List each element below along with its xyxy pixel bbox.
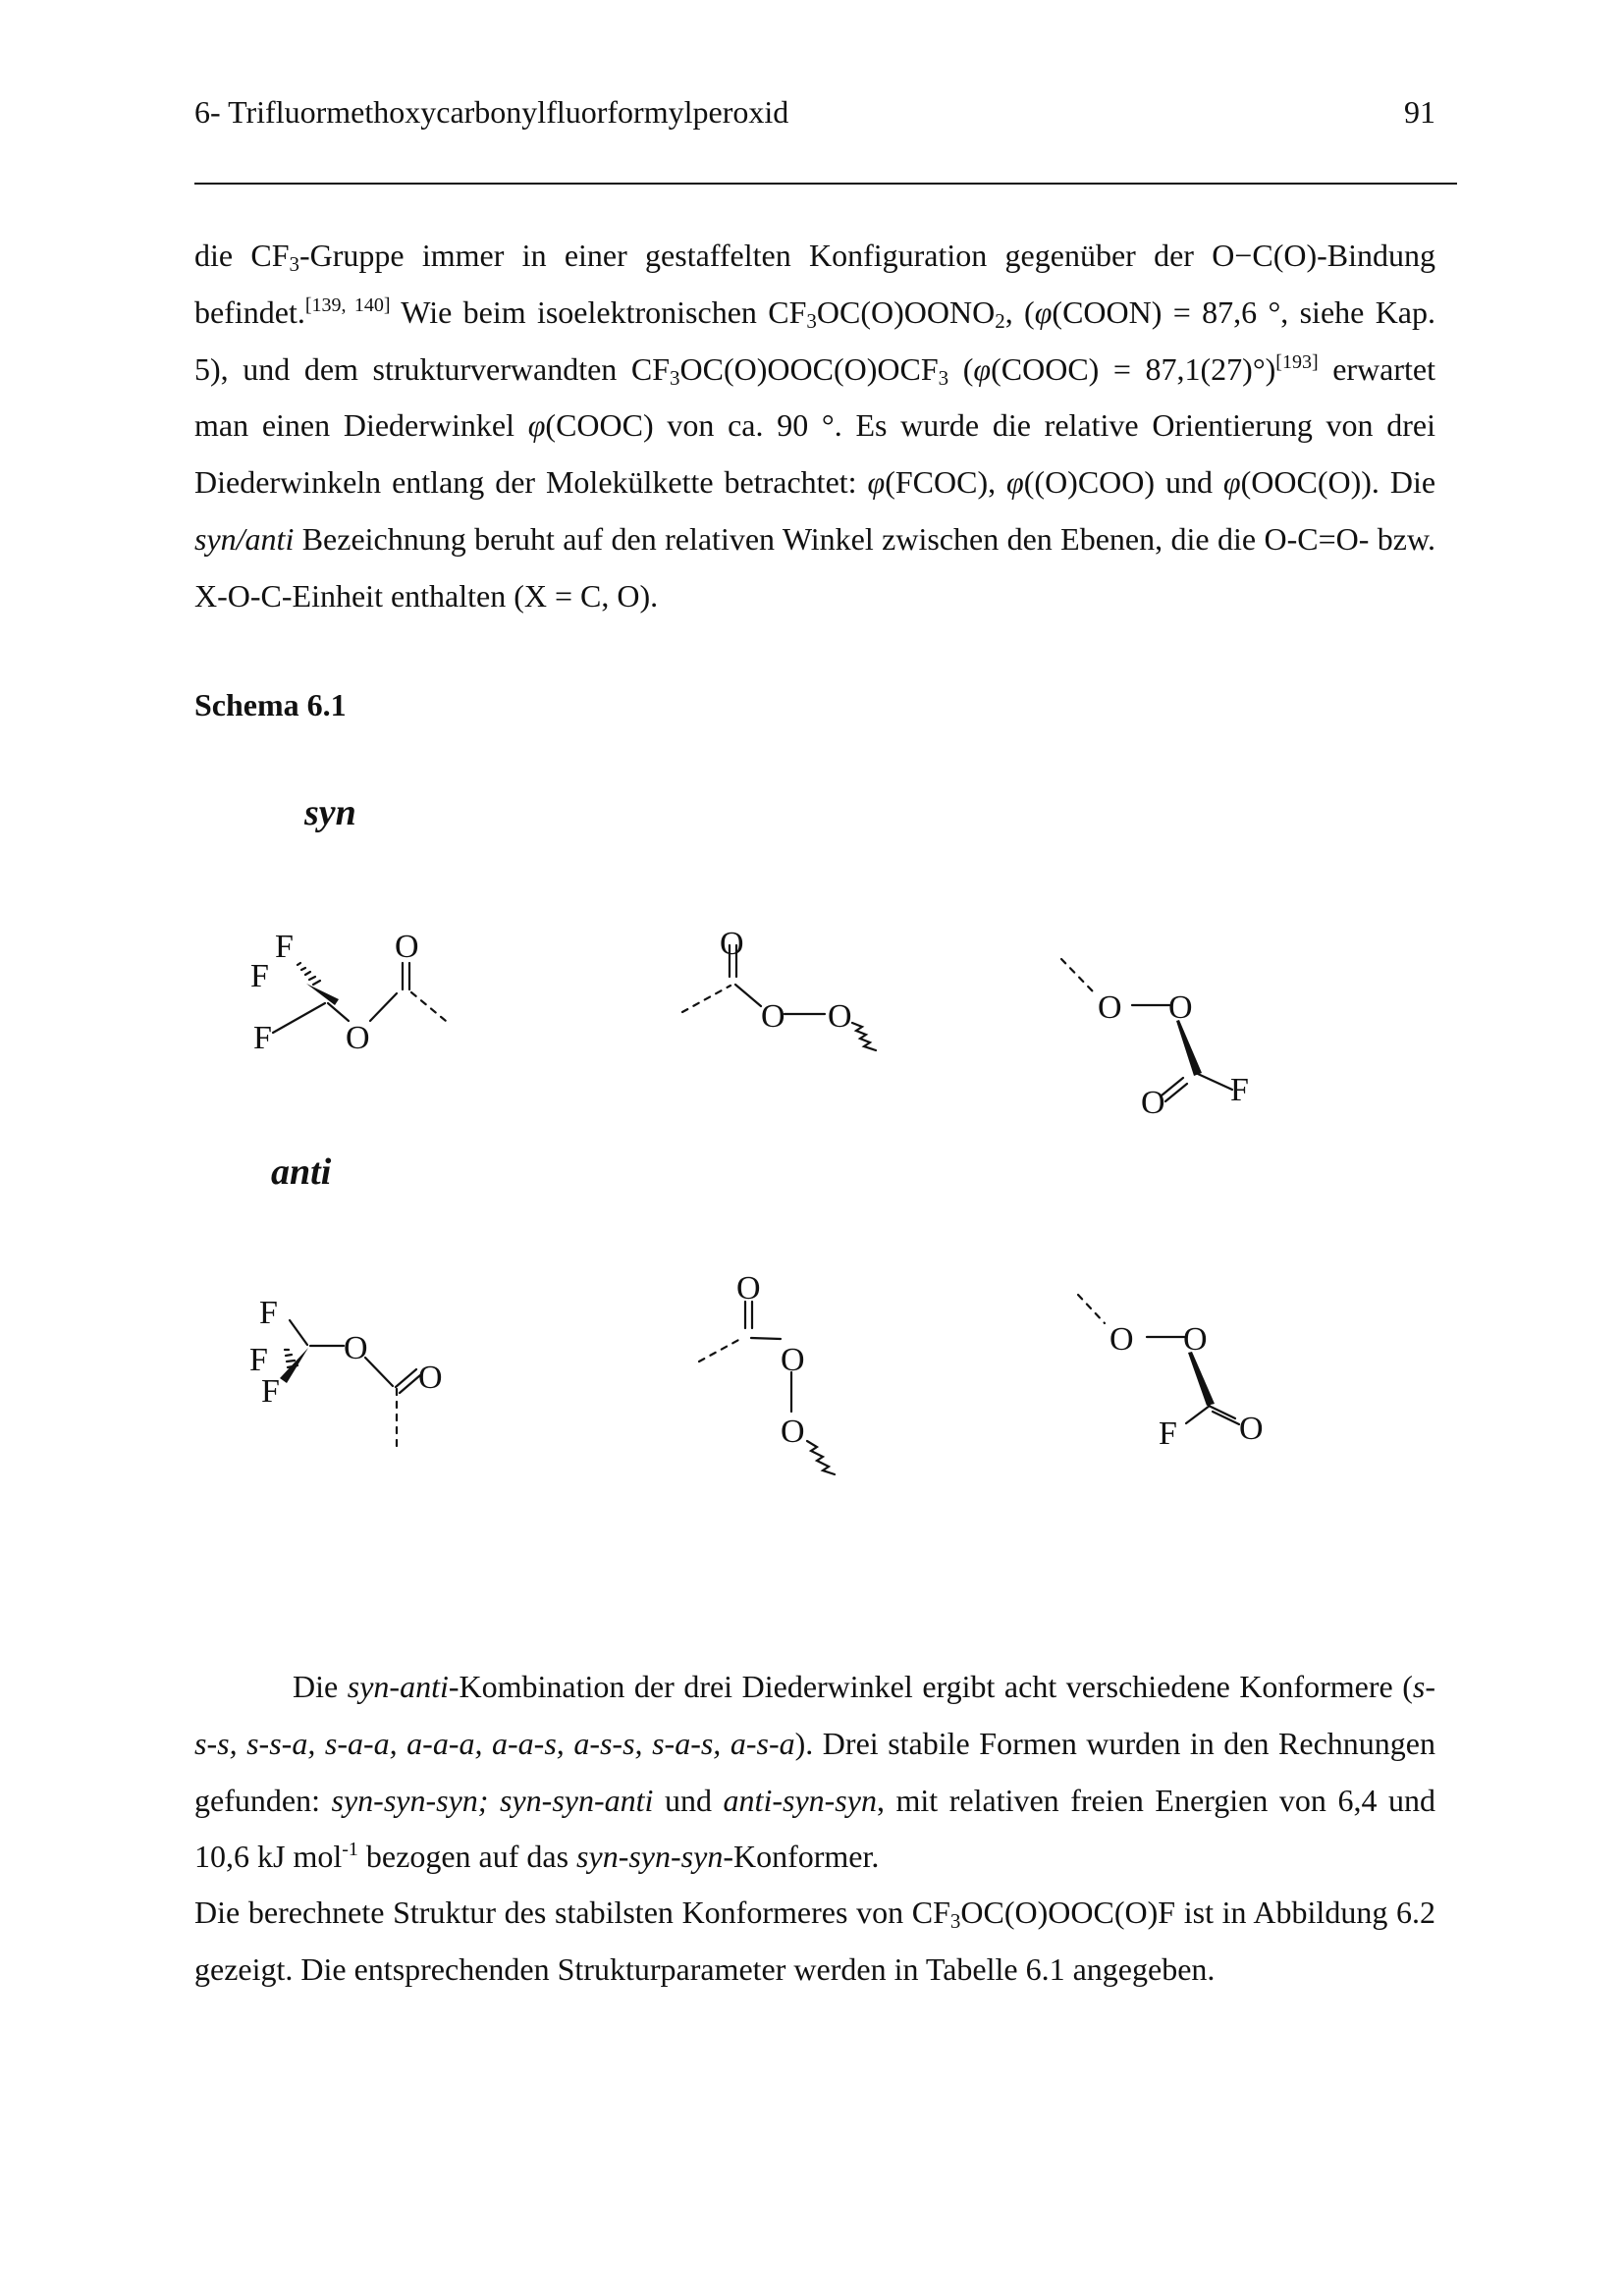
svg-text:O: O [720, 926, 744, 962]
svg-text:F: F [1230, 1072, 1249, 1108]
syn-fcoc-atoms [250, 929, 419, 1056]
svg-text:O: O [781, 1414, 805, 1450]
svg-text:F: F [1159, 1415, 1177, 1452]
svg-text:O: O [395, 929, 419, 965]
svg-text:F: F [259, 1295, 278, 1331]
svg-text:O: O [1109, 1321, 1134, 1358]
anti-coo-atoms [736, 1270, 805, 1450]
paragraph-structure: Die berechnete Struktur des stabilsten Konformeres von $CF_3OC(O)OOC(O)F$ ist in Abbildung 6.2 gezeigt. Die entsprechenden Strukturparameter werden in Tabelle 6.1 angegeben. [194, 1895, 1436, 1987]
svg-text:F: F [261, 1373, 280, 1410]
svg-text:O: O [1141, 1085, 1165, 1121]
syn-oocf-atoms [1098, 989, 1249, 1121]
svg-text:O: O [781, 1342, 805, 1378]
svg-text:O: O [1239, 1411, 1264, 1447]
paragraph-conformers: Die syn-anti-Kombination der drei Diederwinkel ergibt acht verschiedene Konformere (s-s-s, s-s-a, s-a-a, a-a-a, a-a-s, a-s-s, s-a-s, a-s-a). Drei stabile Formen wurden in den Rechnungen gefunden: syn-syn-syn; syn-syn-anti und anti-syn-syn, mit relativen freien Energien von 6,4 und 10,6 kJ mol$^{-1}$ bezogen auf das syn-syn-syn-Konformer. [194, 1669, 1436, 1875]
anti-oocf-atoms [1109, 1321, 1264, 1452]
svg-text:O: O [418, 1360, 443, 1396]
citation: [139, 140] [304, 294, 391, 316]
syn-row-label: syn [304, 792, 356, 833]
syn-oocf-structure [1061, 959, 1232, 1101]
svg-text:F: F [253, 1020, 272, 1056]
paragraph-dihedral-intro: die $CF_3$-Gruppe immer in einer gestaffelten Konfiguration gegenüber der O−C(O)-Bindung befindet.[139, 140] Wie beim isoelektronischen $CF_3OC(O)OONO_2$, (φ(COON) = 87,6 °, siehe Kap. 5), und dem strukturverwandten $CF_3OC(O)OOC(O)OCF_3$ (φ(COOC) = 87,1(27)°)[193] erwartet man einen Diederwinkel φ(COOC) von ca. 90 °. Es wurde die relative Orientierung von drei Diederwinkeln entlang der Molekülkette betrachtet: φ(FCOC), φ((O)COO) und φ(OOC(O)). Die syn/anti Bezeichnung beruht auf den relativen Winkel zwischen den Ebenen, die die O-C=O- bzw. X-O-C-Einheit enthalten (X = C, O). [194, 238, 1436, 614]
anti-fcoc-atoms [249, 1295, 443, 1410]
syn-coo-atoms [720, 926, 852, 1035]
svg-text:O: O [1098, 989, 1122, 1026]
anti-oocf-structure [1078, 1295, 1239, 1424]
svg-text:F: F [250, 958, 269, 994]
svg-text:O: O [1168, 989, 1193, 1026]
schema-label: Schema 6.1 [194, 687, 347, 722]
page-number: 91 [1404, 94, 1435, 130]
anti-coo-structure [699, 1302, 835, 1474]
svg-text:O: O [736, 1270, 761, 1307]
svg-text:F: F [275, 929, 294, 965]
anti-row-label: anti [271, 1151, 332, 1193]
svg-text:O: O [828, 998, 852, 1035]
citation: [193] [1275, 350, 1319, 373]
svg-text:O: O [344, 1330, 368, 1366]
svg-text:O: O [346, 1020, 370, 1056]
svg-text:F: F [249, 1342, 268, 1378]
running-title: 6- Trifluormethoxycarbonylfluorformylperoxid [194, 94, 789, 130]
svg-text:O: O [1183, 1321, 1208, 1358]
svg-text:O: O [761, 998, 785, 1035]
